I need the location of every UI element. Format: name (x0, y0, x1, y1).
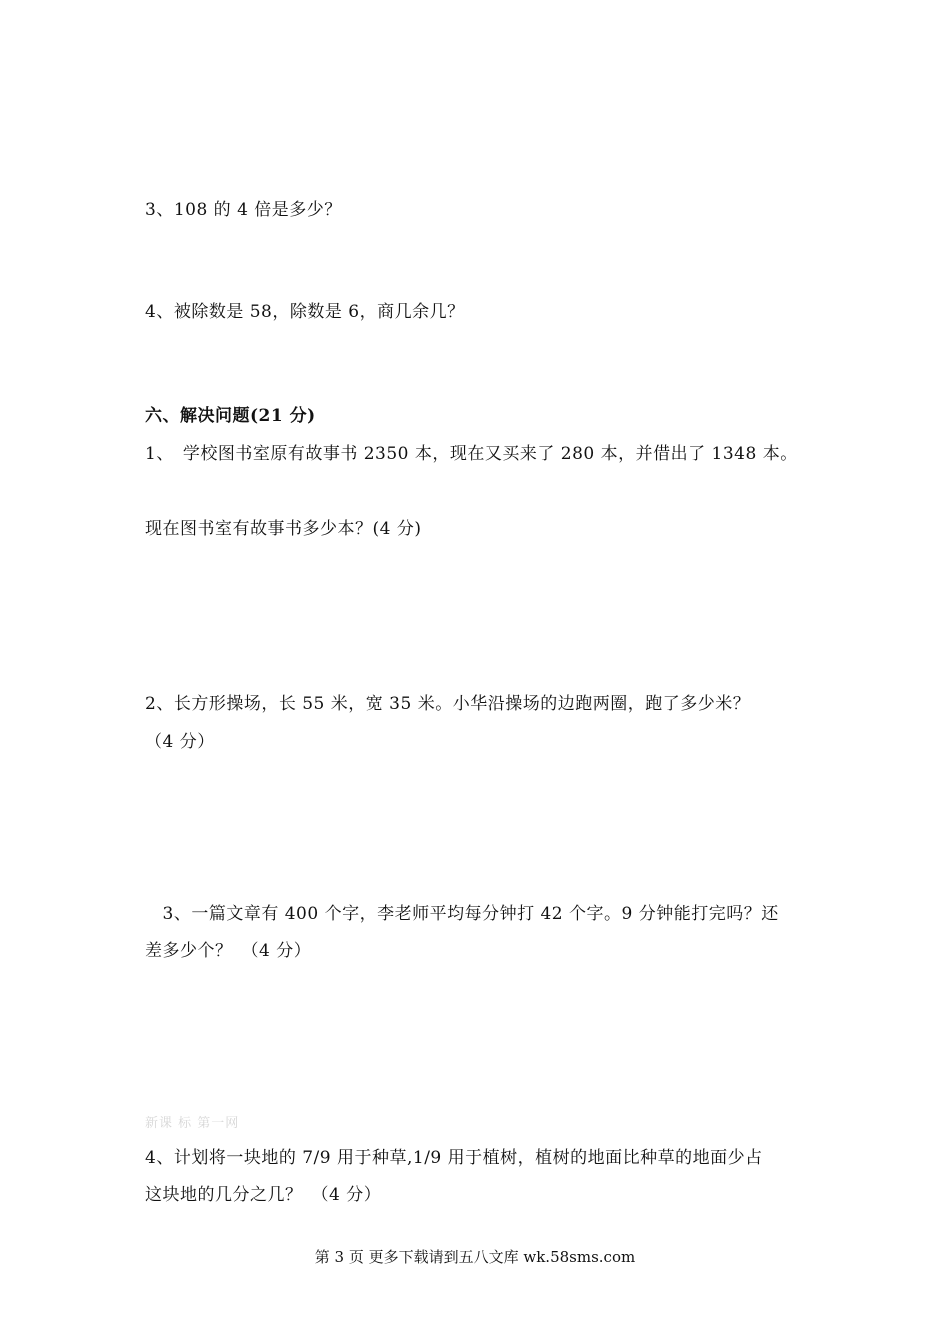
problem-2-line-2: （4 分） (145, 732, 215, 752)
section-title: 六、解决问题(21 分) (145, 406, 316, 426)
problem-4-line-1: 4、计划将一块地的 7/9 用于种草,1/9 用于植树，植树的地面比种草的地面少占 (145, 1148, 763, 1168)
problem-2-line-1: 2、长方形操场，长 55 米，宽 35 米。小华沿操场的边跑两圈，跑了多少米？ (145, 694, 751, 714)
problem-1-line-1: 1、 学校图书室原有故事书 2350 本，现在又买来了 280 本，并借出了 1348 本。 (145, 444, 798, 464)
problem-1-line-2: 现在图书室有故事书多少本？(4 分) (145, 519, 422, 539)
page-footer: 第 3 页 更多下载请到五八文库 wk.58sms.com (314, 1248, 636, 1266)
problem-4-line-2: 这块地的几分之几？ （4 分） (145, 1185, 382, 1205)
problem-3-line-1: 3、一篇文章有 400 个字，李老师平均每分钟打 42 个字。9 分钟能打完吗？还 (145, 904, 779, 924)
problem-3-line-2: 差多少个？ （4 分） (145, 941, 312, 961)
watermark-text: 新课 标 第一网 (145, 1116, 240, 1131)
question-3-prev: 3、108 的 4 倍是多少？ (145, 200, 342, 220)
question-4-prev: 4、被除数是 58，除数是 6，商几余几？ (145, 302, 465, 322)
